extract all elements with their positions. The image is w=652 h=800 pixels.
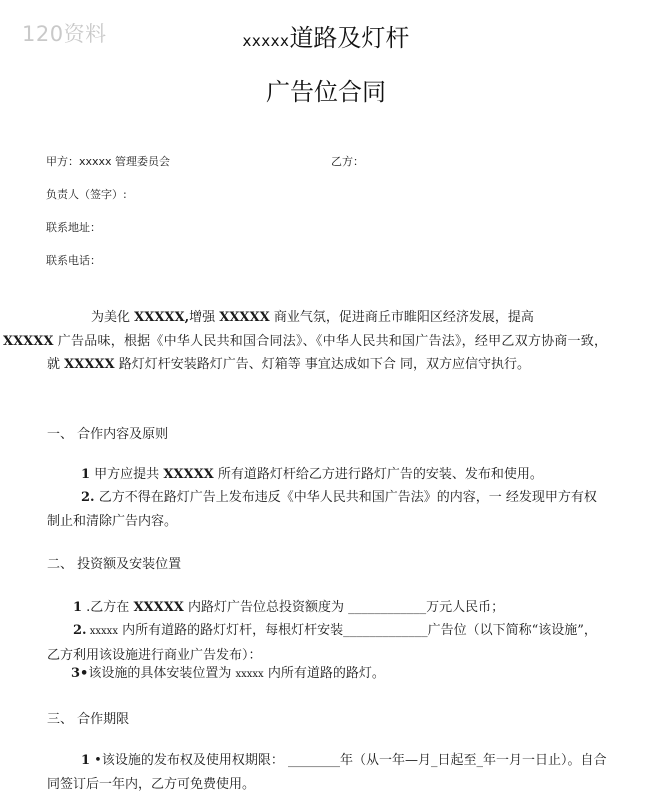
item-text: 乙方不得在路灯广告上发布违反《中华人民共和国广告法》的内容，一 经发现甲方有权制止和清除广告内容。: [47, 490, 597, 529]
item-number: 3•: [71, 666, 89, 681]
section2-item1: [47, 596, 607, 620]
section1-item1: [47, 463, 607, 487]
party-a: 甲方：xxxxx 管理委员会: [46, 155, 171, 168]
document-title-line2: 广告位合同: [266, 78, 386, 106]
contact-address: 联系地址：: [46, 221, 101, 234]
item-text: 内所有道路的路灯。: [263, 666, 385, 681]
item-text: 内路灯广告位总投资额度为 ____________万元人民币；: [183, 600, 505, 615]
item-text: 该设施的具体安装位置为: [88, 666, 236, 681]
intro-bold: XXXXX: [219, 310, 270, 325]
intro-paragraph: [3, 306, 607, 377]
document-title-line1: [0, 18, 652, 53]
intro-text: 为美化: [91, 310, 135, 325]
intro-text: 商业气氛，促进商丘市睢阳区经济发展，提高: [269, 310, 534, 325]
item-number: 2.: [73, 623, 87, 638]
watermark: 120资料: [22, 22, 107, 46]
intro-bold: XXXXX: [3, 333, 54, 349]
person-in-charge: 负责人（签字）:: [46, 188, 127, 201]
item-number: 1: [81, 753, 91, 768]
item-text: .乙方在: [82, 600, 134, 615]
intro-bold: XXXXX: [64, 357, 115, 372]
intro-text: 广告品味，根据《中华人民共和国合同法》、《中华人民共和国广告法》，经甲乙双方协商一致，就: [47, 333, 607, 372]
item-number: 1: [73, 600, 83, 615]
item-text: •该设施的发布权及使用权期限： ________年（从一年—月_日起至_年一月一日止）。自合同签订后一年内，乙方可免费使用。: [47, 753, 607, 792]
intro-text: 增强: [189, 310, 220, 325]
item-number: 1: [81, 467, 91, 482]
section3-heading: 三、 合作期限: [47, 712, 130, 727]
intro-text: 路灯灯杆安装路灯广告、灯箱等 事宜达成如下合 同，双方应信守执行。: [114, 357, 530, 372]
item-text: 内所有道路的路灯灯杆，每根灯杆安装_____________广告位（以下简称“该设施”，乙方利用该设施进行商业广告发布）：: [47, 623, 597, 663]
section2-heading: 二、 投资额及安装位置: [47, 557, 182, 572]
item-small: xxxxx: [235, 669, 264, 680]
item-text: 所有道路灯杆给乙方进行路灯广告的安装、发布和使用。: [213, 467, 543, 482]
item-bold: XXXXX: [133, 600, 184, 615]
intro-bold: XXXXX,: [134, 310, 190, 325]
item-text: 甲方应提共: [90, 467, 164, 482]
section3-item1: [47, 749, 607, 796]
section2-item2: [47, 619, 607, 667]
party-b: 乙方：: [331, 155, 364, 168]
section1-heading: 一、 合作内容及原则: [47, 427, 169, 442]
item-small: xxxxx: [86, 626, 118, 637]
contact-phone: 联系电话：: [46, 254, 101, 267]
title-main: 道路及灯杆: [289, 24, 410, 52]
item-bold: XXXXX: [163, 467, 214, 482]
section2-item3: [47, 662, 607, 687]
section1-item2: [47, 486, 607, 533]
item-number: 2.: [81, 490, 95, 505]
title-prefix: xxxxx: [242, 32, 290, 50]
